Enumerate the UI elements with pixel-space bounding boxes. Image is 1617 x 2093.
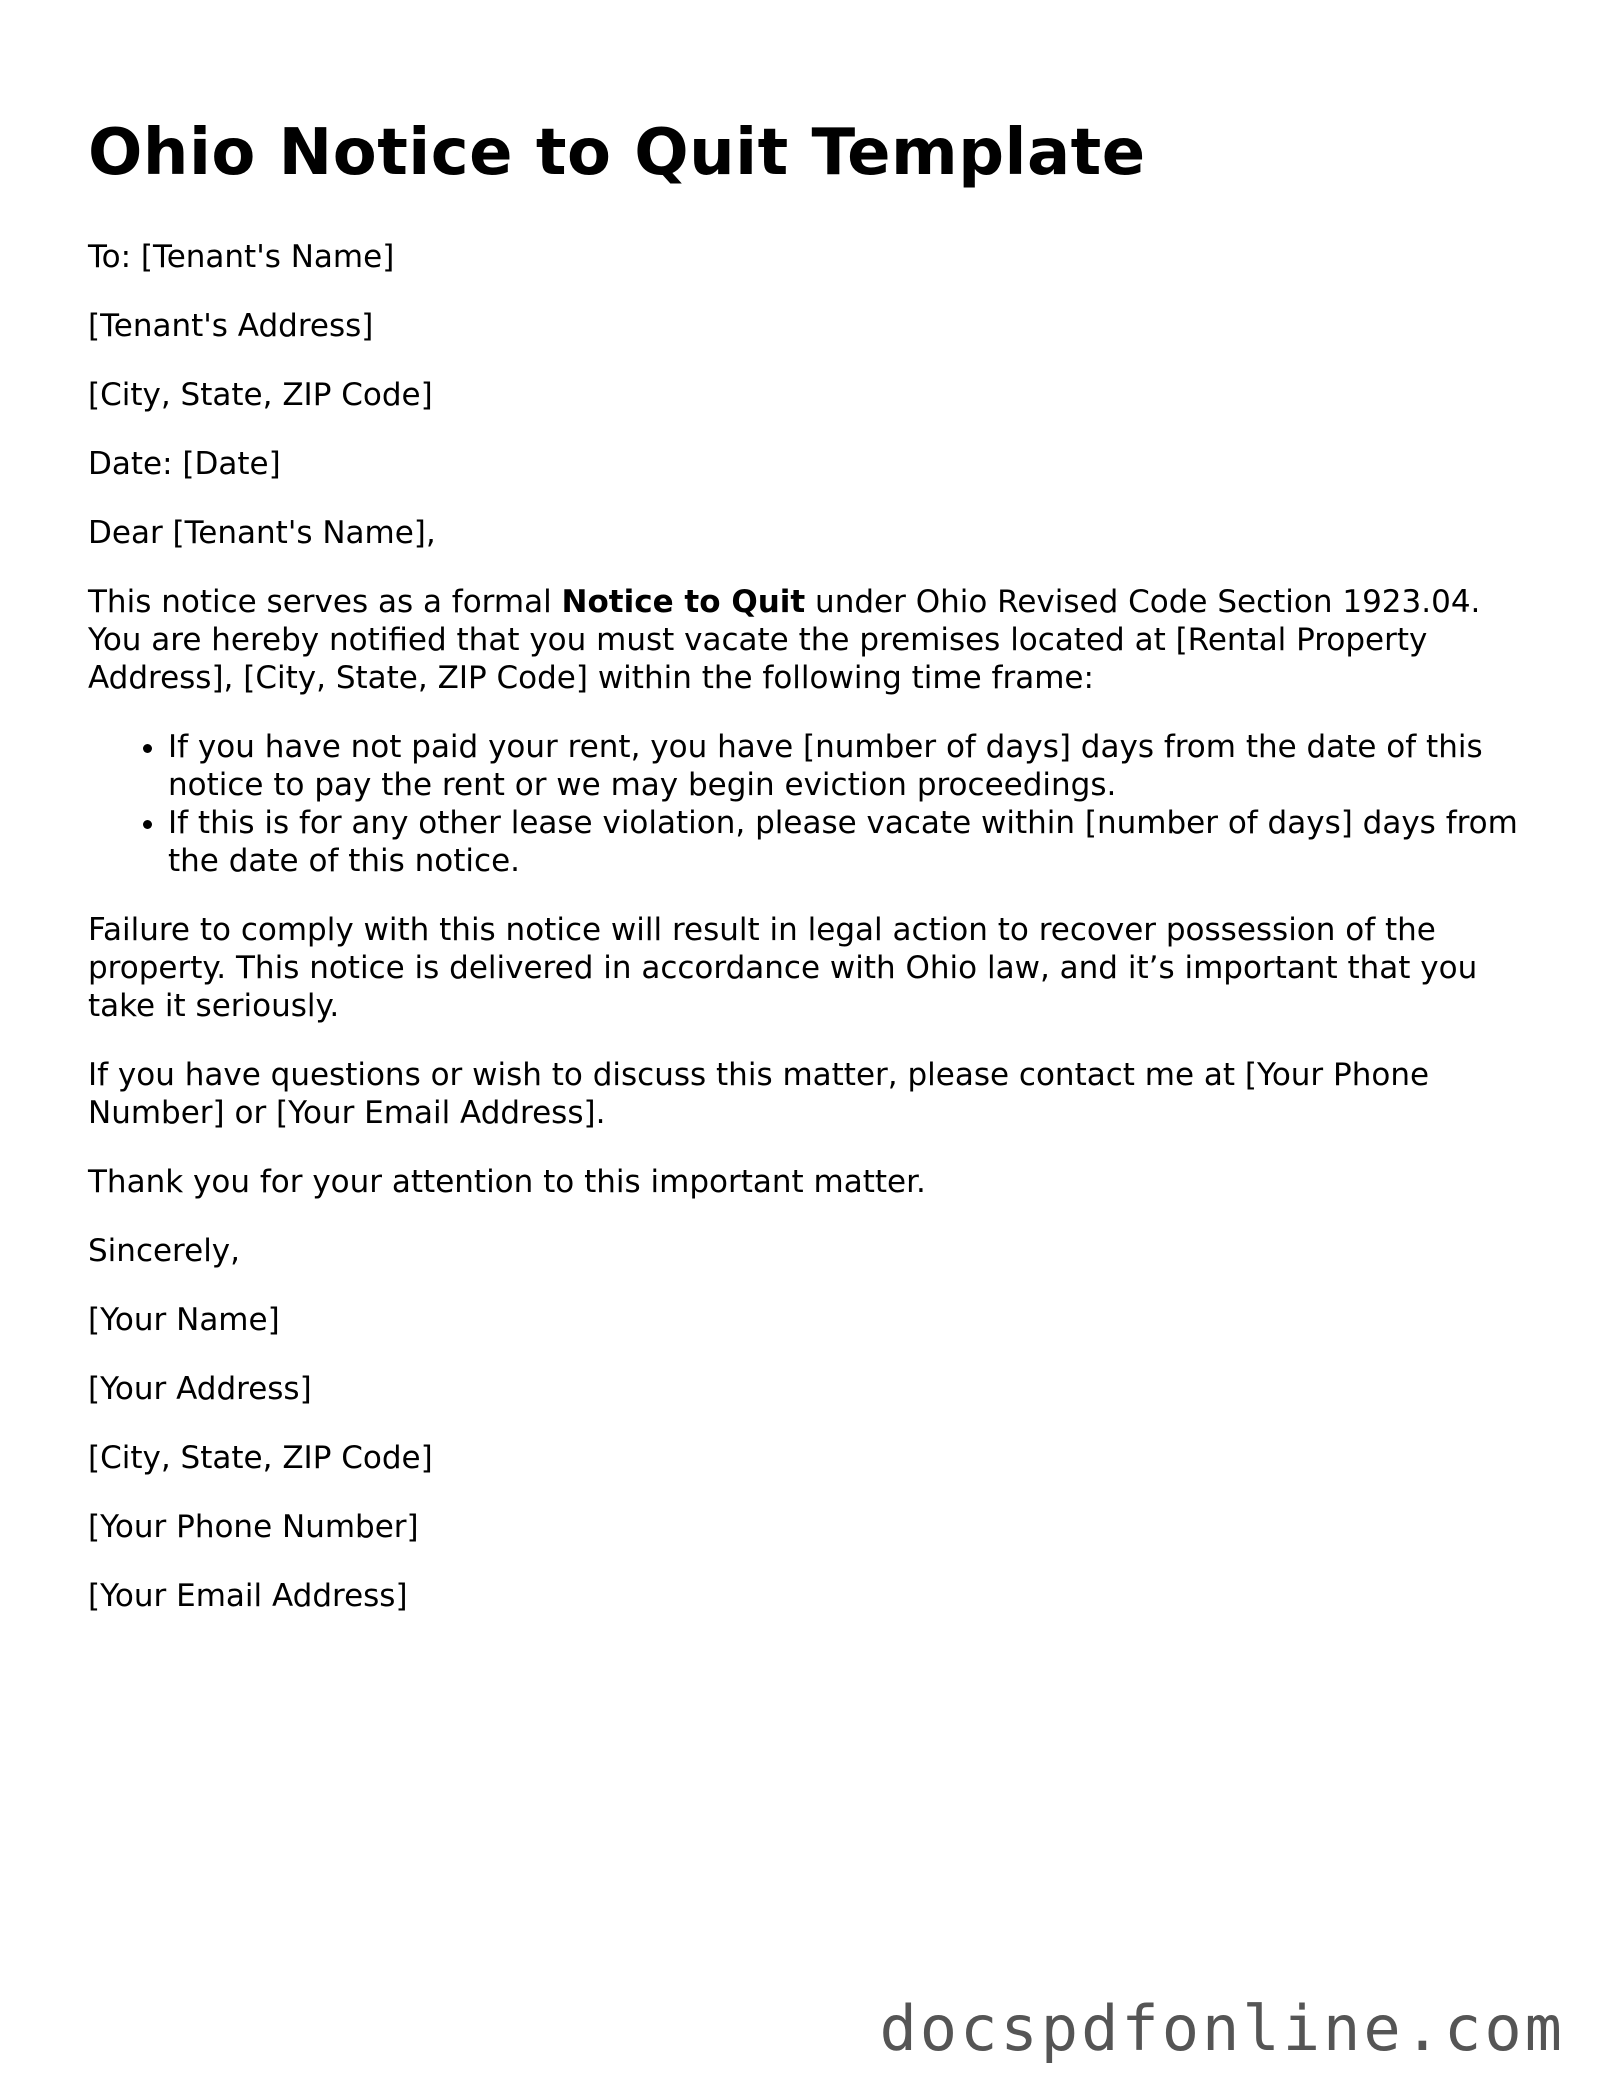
intro-text-before: This notice serves as a formal [88, 584, 562, 620]
date-line: Date: [Date] [88, 446, 281, 482]
signature-phone: [Your Phone Number] [88, 1509, 419, 1545]
closing-line: Sincerely, [88, 1233, 241, 1269]
contact-paragraph: If you have questions or wish to discuss this matter, please contact me at [Your Phone Number] or [Your Email Address]. [88, 1057, 1430, 1131]
greeting: Dear [Tenant's Name], [88, 515, 436, 551]
watermark: docspdfonline.com [879, 1992, 1565, 2065]
tenant-address: [Tenant's Address] [88, 308, 374, 344]
signature-address: [Your Address] [88, 1371, 312, 1407]
thanks-line: Thank you for your attention to this important matter. [88, 1164, 926, 1200]
list-item-lease-violation: • If this is for any other lease violation, please vacate within [number of days] days from the date of this notice. [168, 804, 1518, 880]
to-line: To: [Tenant's Name] [88, 239, 395, 275]
signature-city-state-zip: [City, State, ZIP Code] [88, 1440, 433, 1476]
document-page [88, 110, 1518, 1646]
intro-bold-term: Notice to Quit [561, 584, 806, 620]
time-frame-list [88, 728, 1518, 880]
intro-text-after: under Ohio Revised Code Section 1923.04. You are hereby notified that you must vacate the premises located at [Rental Property Address], [City, State, ZIP Code] within the following time frame: [88, 584, 1481, 696]
tenant-city-state-zip: [City, State, ZIP Code] [88, 377, 433, 413]
signature-email: [Your Email Address] [88, 1578, 408, 1614]
intro-paragraph [88, 583, 1518, 697]
document-title: Ohio Notice to Quit Template [88, 116, 1146, 190]
failure-paragraph: Failure to comply with this notice will result in legal action to recover possession of the property. This notice is delivered in accordance with Ohio law, and it’s important that you take it seriously. [88, 912, 1478, 1024]
list-item-unpaid-rent: • If you have not paid your rent, you have [number of days] days from the date of this notice to pay the rent or we may begin eviction proceedings. [168, 728, 1518, 804]
signature-name: [Your Name] [88, 1302, 280, 1338]
